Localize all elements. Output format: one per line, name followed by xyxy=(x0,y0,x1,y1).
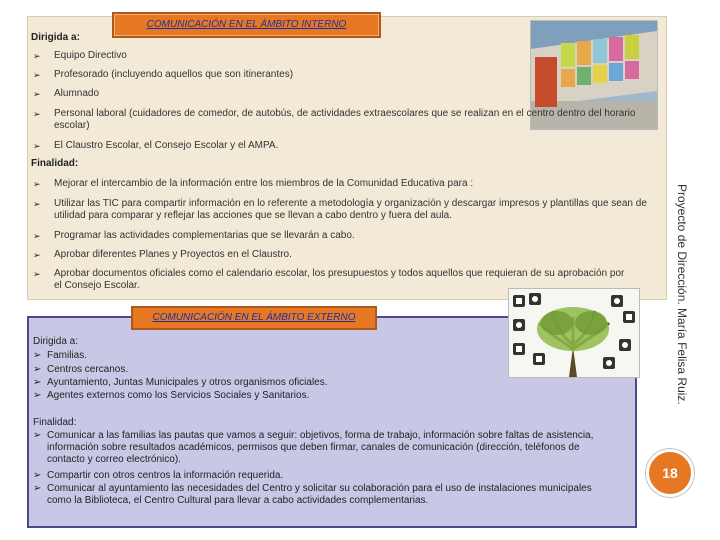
list-item: ➢ El Claustro Escolar, el Consejo Escolar y el AMPA. xyxy=(33,140,279,151)
bullet-icon: ➢ xyxy=(33,430,42,441)
list-item: ➢ Centros cercanos. xyxy=(33,364,129,375)
list-item: ➢ Alumnado xyxy=(33,88,100,99)
list-item: ➢ Comunicar a las familias las pautas que vamos a seguir: objetivos, forma de trabajo, información sobre faltas de asistencia, información sobre resultados académicos, permisos que deben firmar, canales de comunicación (dirección, teléfonos de contacto y correo electrónico). xyxy=(33,430,594,465)
communication-tree-illustration xyxy=(508,288,640,378)
list-item: ➢ Ayuntamiento, Juntas Municipales y otros organismos oficiales. xyxy=(33,377,328,388)
bullet-icon: ➢ xyxy=(33,70,41,80)
bullet-icon: ➢ xyxy=(33,364,42,375)
bullet-icon: ➢ xyxy=(33,179,41,189)
page-number: 18 xyxy=(662,465,678,481)
bullet-icon: ➢ xyxy=(33,269,41,279)
external-dirigida-label: Dirigida a: xyxy=(33,336,79,347)
list-item: ➢ Programar las actividades complementarias que se llevarán a cabo. xyxy=(33,230,355,241)
list-item: ➢ Mejorar el intercambio de la información entre los miembros de la Comunidad Educativa para : xyxy=(33,178,474,189)
list-item: ➢ Equipo Directivo xyxy=(33,50,127,61)
external-title-text: COMUNICACIÓN EN EL ÁMBITO EXTERNO xyxy=(152,312,356,323)
list-item: ➢ Aprobar diferentes Planes y Proyectos en el Claustro. xyxy=(33,249,292,260)
bullet-icon: ➢ xyxy=(33,89,41,99)
internal-title xyxy=(112,12,381,38)
bullet-icon: ➢ xyxy=(33,483,42,494)
bullet-icon: ➢ xyxy=(33,250,41,260)
list-item: ➢ Comunicar al ayuntamiento las necesidades del Centro y solicitar su colaboración para el uso de instalaciones municipales como la Biblioteca, el Centro Cultural para llevar a cabo actividades complementarias. xyxy=(33,483,592,506)
list-item: ➢ Aprobar documentos oficiales como el calendario escolar, los presupuestos y todos aquellos que requieran de su aprobación por el Consejo Escolar. xyxy=(33,268,625,291)
bullet-icon: ➢ xyxy=(33,199,41,209)
bullet-icon: ➢ xyxy=(33,390,42,401)
list-item: ➢ Agentes externos como los Servicios Sociales y Sanitarios. xyxy=(33,390,310,401)
internal-title-text: COMUNICACIÓN EN EL ÁMBITO INTERNO xyxy=(146,19,347,30)
list-item: ➢ Familias. xyxy=(33,350,88,361)
page-number-badge xyxy=(646,449,694,497)
bullet-icon: ➢ xyxy=(33,109,41,119)
bullet-icon: ➢ xyxy=(33,350,42,361)
bullet-icon: ➢ xyxy=(33,377,42,388)
bullet-icon: ➢ xyxy=(33,470,42,481)
list-item: ➢ Utilizar las TIC para compartir información en lo referente a metodología y organización y descargar impresos y plantillas que sean de utilidad para comparar y reflejar las acciones que se llevan a cabo dentro y fuera del aula. xyxy=(33,198,647,221)
bullet-icon: ➢ xyxy=(33,231,41,241)
list-item: ➢ Compartir con otros centros la información requerida. xyxy=(33,470,284,481)
bullet-icon: ➢ xyxy=(33,51,41,61)
list-item: ➢ Profesorado (incluyendo aquellos que son itinerantes) xyxy=(33,69,294,80)
internal-finalidad-label: Finalidad: xyxy=(31,158,79,169)
external-title xyxy=(131,306,377,330)
list-item: ➢ Personal laboral (cuidadores de comedor, de autobús, de actividades extraescolares que se realizan en el centro dentro del horario escolar) xyxy=(33,108,636,131)
external-finalidad-label: Finalidad: xyxy=(33,417,77,428)
side-caption: Proyecto de Dirección. María Felisa Ruiz. xyxy=(675,184,689,405)
internal-dirigida-label: Dirigida a: xyxy=(31,32,80,43)
bullet-icon: ➢ xyxy=(33,141,41,151)
